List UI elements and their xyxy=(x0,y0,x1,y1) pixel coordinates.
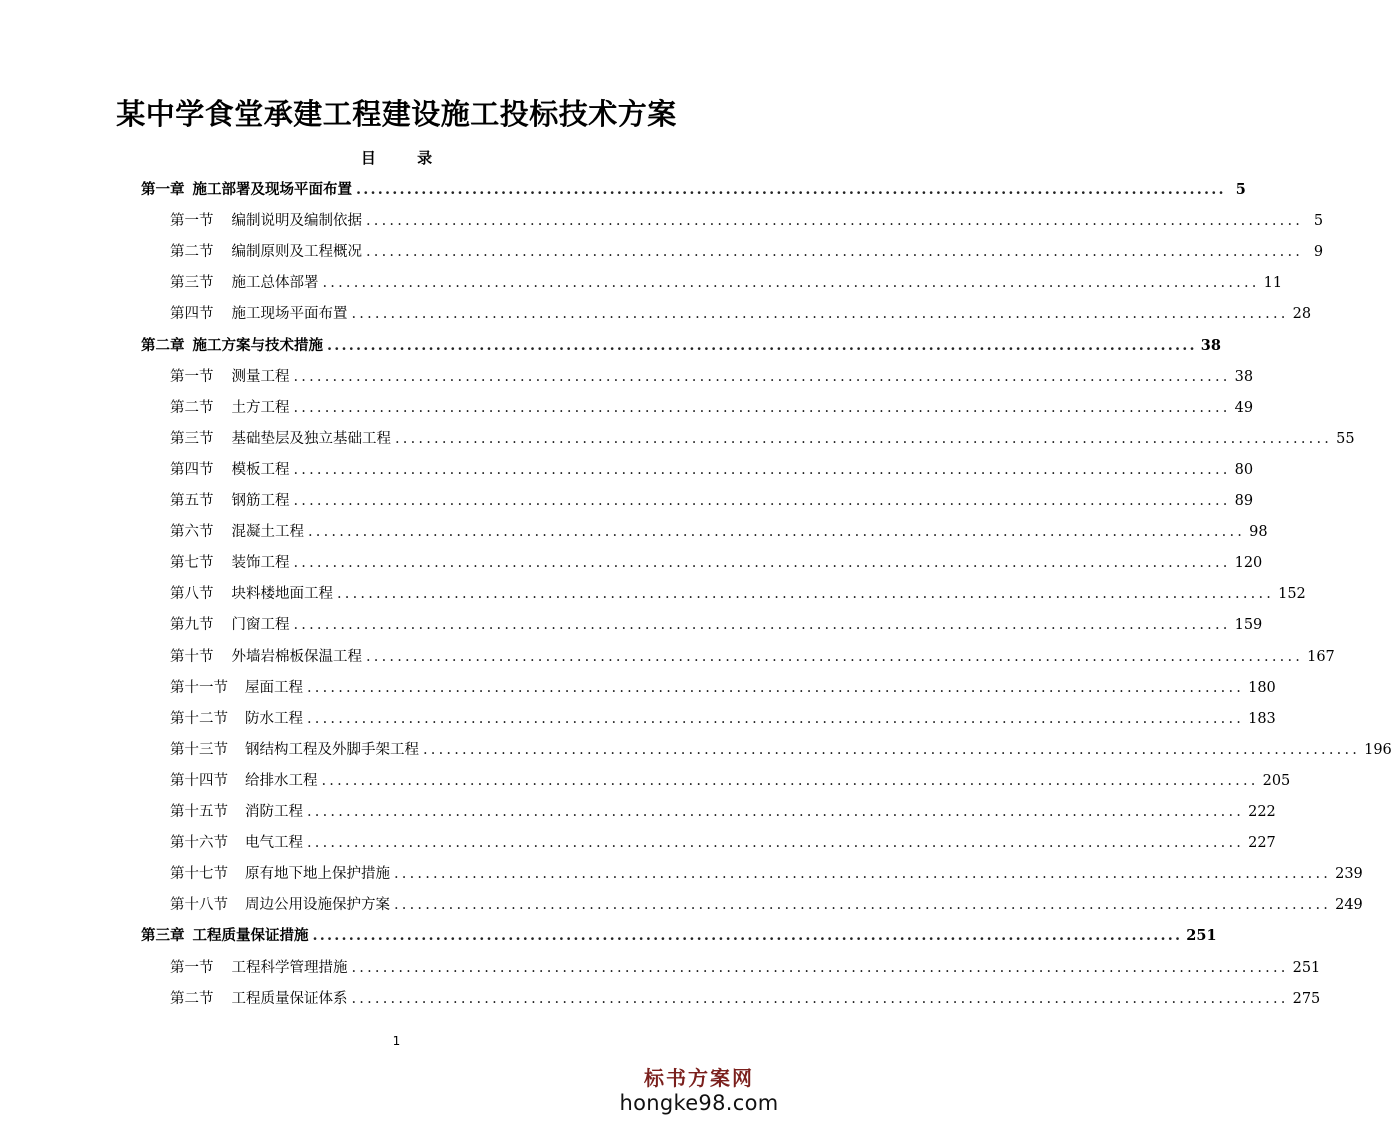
toc-section-entry[interactable] xyxy=(170,489,1254,509)
toc-leader-dots: ........................................................................................................................ xyxy=(293,461,1231,478)
page-number: 1 xyxy=(392,1034,401,1048)
toc-leader-dots: ........................................................................................................................ xyxy=(321,772,1259,789)
toc-entry-number: 第三节 xyxy=(170,275,214,292)
toc-entry-page: 239 xyxy=(1335,866,1363,883)
toc-leader-dots: ........................................................................................................................ xyxy=(394,897,1332,914)
toc-entry-label: 测量工程 xyxy=(231,368,290,385)
toc-leader-dots: ........................................................................................................................ xyxy=(394,866,1332,883)
toc-section-entry[interactable] xyxy=(170,707,1276,727)
toc-leader-dots: ........................................................................................................................ xyxy=(307,679,1245,696)
toc-leader-dots: ........................................................................................................................ xyxy=(366,648,1304,665)
toc-entry-number: 第四节 xyxy=(170,306,214,323)
toc-entry-page: 251 xyxy=(1186,927,1217,945)
toc-entry-label: 土方工程 xyxy=(231,399,290,416)
toc-entry-number: 第七节 xyxy=(170,555,214,572)
toc-entry-label: 编制原则及工程概况 xyxy=(231,244,362,261)
toc-entry-page: 205 xyxy=(1262,772,1291,789)
toc-entry-page: 227 xyxy=(1248,835,1276,852)
toc-leader-dots: ........................................................................................................................ xyxy=(293,399,1231,416)
toc-entry-number: 第一章 xyxy=(141,181,185,198)
toc-entry-label: 屋面工程 xyxy=(245,679,303,696)
toc-section-entry[interactable] xyxy=(170,987,1321,1007)
toc-leader-dots: ........................................................................................................................ xyxy=(293,368,1231,385)
toc-entry-page: 55 xyxy=(1336,430,1355,447)
toc-entry-number: 第八节 xyxy=(170,586,214,603)
toc-leader-dots: ........................................................................................................................ xyxy=(395,430,1333,447)
toc-entry-page: 5 xyxy=(1235,181,1246,198)
toc-section-entry[interactable] xyxy=(170,862,1363,883)
toc-entry-number: 第四节 xyxy=(170,461,214,478)
toc-entry-label: 防水工程 xyxy=(245,710,303,727)
toc-entry-label: 周边公用设施保护方案 xyxy=(245,897,390,914)
toc-entry-number: 第一节 xyxy=(170,213,214,230)
toc-leader-dots: ........................................................................................................................ xyxy=(366,244,1304,261)
toc-entry-label: 钢结构工程及外脚手架工程 xyxy=(245,741,419,758)
toc-entry-number: 第十三节 xyxy=(170,741,228,758)
toc-entry-label: 工程质量保证体系 xyxy=(231,990,348,1007)
toc-entry-page: 80 xyxy=(1234,461,1254,478)
toc-entry-number: 第五节 xyxy=(170,493,214,509)
toc-entry-label: 施工总体部署 xyxy=(231,275,319,292)
toc-section-entry[interactable] xyxy=(170,520,1268,541)
toc-entry-label: 块料楼地面工程 xyxy=(231,586,333,603)
toc-entry-label: 编制说明及编制依据 xyxy=(231,213,362,230)
toc-section-entry[interactable] xyxy=(170,209,1324,230)
toc-entry-label: 电气工程 xyxy=(245,835,303,852)
toc-leader-dots: ........................................................................................................................ xyxy=(293,493,1231,509)
toc-section-entry[interactable] xyxy=(170,427,1355,447)
toc-entry-page: 167 xyxy=(1307,648,1335,665)
toc-entry-page: 120 xyxy=(1234,555,1263,572)
toc-entry-number: 第十八节 xyxy=(170,897,228,914)
toc-chapter-entry[interactable] xyxy=(141,334,1221,354)
toc-entry-page: 38 xyxy=(1200,336,1221,354)
watermark-logo xyxy=(619,1066,779,1116)
toc-entry-page: 275 xyxy=(1292,990,1321,1007)
toc-leader-dots: ........................................................................................................................ xyxy=(293,555,1231,572)
toc-chapter-entry[interactable] xyxy=(141,178,1246,198)
toc-entry-number: 第三章 xyxy=(141,927,185,945)
toc-section-entry[interactable] xyxy=(170,676,1276,696)
toc-entry-number: 第十二节 xyxy=(170,710,228,727)
toc-leader-dots: ........................................................................................................................ xyxy=(322,275,1260,292)
toc-section-entry[interactable] xyxy=(170,551,1263,572)
toc-leader-dots: ........................................................................................................................ xyxy=(312,927,1183,945)
toc-entry-number: 第十节 xyxy=(170,648,214,665)
toc-entry-number: 第一节 xyxy=(170,959,214,976)
toc-entry-page: 152 xyxy=(1278,586,1306,603)
toc-entry-page: 49 xyxy=(1234,399,1254,416)
toc-leader-dots: ........................................................................................................................ xyxy=(308,524,1246,541)
toc-entry-label: 消防工程 xyxy=(245,804,303,820)
toc-entry-page: 159 xyxy=(1234,617,1263,634)
toc-section-entry[interactable] xyxy=(170,645,1335,665)
toc-leader-dots: ........................................................................................................................ xyxy=(356,181,1226,198)
toc-entry-number: 第一节 xyxy=(170,368,214,385)
toc-entry-label: 模板工程 xyxy=(231,461,290,478)
toc-entry-page: 249 xyxy=(1335,897,1363,914)
toc-entry-label: 施工现场平面布置 xyxy=(231,306,348,323)
toc-entry-number: 第六节 xyxy=(170,524,214,541)
toc-section-entry[interactable] xyxy=(170,613,1263,634)
toc-leader-dots: ........................................................................................................................ xyxy=(327,336,1197,354)
toc-section-entry[interactable] xyxy=(170,458,1254,478)
toc-section-entry[interactable] xyxy=(170,800,1276,820)
toc-entry-number: 第十六节 xyxy=(170,835,228,852)
toc-section-entry[interactable] xyxy=(170,271,1283,292)
toc-entry-number: 第二节 xyxy=(170,990,214,1007)
toc-entry-number: 第二节 xyxy=(170,399,214,416)
toc-entry-page: 251 xyxy=(1292,959,1321,976)
toc-entry-number: 第三节 xyxy=(170,430,214,447)
watermark-brand: 标书方案网 xyxy=(644,1066,754,1090)
watermark-site: hongke98.com xyxy=(619,1091,779,1115)
toc-entry-page: 11 xyxy=(1263,275,1283,292)
toc-section-entry[interactable] xyxy=(170,769,1291,789)
toc-entry-number: 第十四节 xyxy=(170,772,228,789)
toc-leader-dots: ........................................................................................................................ xyxy=(423,741,1361,758)
toc-section-entry[interactable] xyxy=(170,956,1321,976)
toc-entry-page: 38 xyxy=(1234,368,1254,385)
toc-section-entry[interactable] xyxy=(170,365,1254,385)
toc-entry-number: 第九节 xyxy=(170,617,214,634)
toc-entry-label: 工程质量保证措施 xyxy=(192,927,309,945)
toc-entry-page: 180 xyxy=(1248,679,1276,696)
toc-entry-page: 183 xyxy=(1248,710,1276,727)
toc-entry-label: 施工方案与技术措施 xyxy=(192,336,323,354)
toc-leader-dots: ........................................................................................................................ xyxy=(307,804,1245,820)
toc-section-entry[interactable] xyxy=(170,302,1312,323)
toc-entry-number: 第十一节 xyxy=(170,679,228,696)
toc-section-entry[interactable] xyxy=(170,831,1276,852)
toc-entry-page: 5 xyxy=(1313,213,1324,230)
toc-entry-page: 28 xyxy=(1292,306,1312,323)
toc-entry-number: 第二章 xyxy=(141,336,185,354)
toc-leader-dots: ........................................................................................................................ xyxy=(307,710,1245,727)
toc-entry-page: 9 xyxy=(1313,244,1324,261)
toc-entry-page: 196 xyxy=(1364,741,1392,758)
toc-section-entry[interactable] xyxy=(170,582,1306,603)
toc-section-entry[interactable] xyxy=(170,893,1363,914)
toc-entry-label: 施工部署及现场平面布置 xyxy=(192,181,352,198)
toc-entry-page: 89 xyxy=(1234,493,1254,509)
toc-leader-dots: ........................................................................................................................ xyxy=(351,990,1289,1007)
toc-section-entry[interactable] xyxy=(170,738,1392,758)
toc-entry-label: 门窗工程 xyxy=(231,617,290,634)
toc-chapter-entry[interactable] xyxy=(141,924,1217,945)
toc-entry-label: 基础垫层及独立基础工程 xyxy=(231,430,391,447)
document-title: 某中学食堂承建工程建设施工投标技术方案 xyxy=(116,97,677,131)
toc-section-entry[interactable] xyxy=(170,396,1254,416)
toc-leader-dots: ........................................................................................................................ xyxy=(293,617,1231,634)
toc-entry-label: 给排水工程 xyxy=(245,772,318,789)
toc-leader-dots: ........................................................................................................................ xyxy=(351,306,1289,323)
toc-entry-label: 原有地下地上保护措施 xyxy=(245,866,390,883)
toc-entry-number: 第二节 xyxy=(170,244,214,261)
toc-entry-label: 混凝土工程 xyxy=(231,524,304,541)
toc-entry-label: 外墙岩棉板保温工程 xyxy=(231,648,362,665)
toc-leader-dots: ........................................................................................................................ xyxy=(366,213,1304,230)
toc-entry-page: 98 xyxy=(1249,524,1268,541)
toc-leader-dots: ........................................................................................................................ xyxy=(351,959,1289,976)
toc-entry-page: 222 xyxy=(1248,804,1276,820)
toc-entry-label: 装饰工程 xyxy=(231,555,290,572)
toc-entry-label: 钢筋工程 xyxy=(231,493,290,509)
toc-entry-label: 工程科学管理措施 xyxy=(231,959,348,976)
toc-leader-dots: ........................................................................................................................ xyxy=(307,835,1245,852)
toc-entry-number: 第十五节 xyxy=(170,804,228,820)
toc-leader-dots: ........................................................................................................................ xyxy=(337,586,1275,603)
toc-entry-number: 第十七节 xyxy=(170,866,228,883)
toc-heading: 目 录 xyxy=(360,149,451,167)
toc-section-entry[interactable] xyxy=(170,240,1324,261)
